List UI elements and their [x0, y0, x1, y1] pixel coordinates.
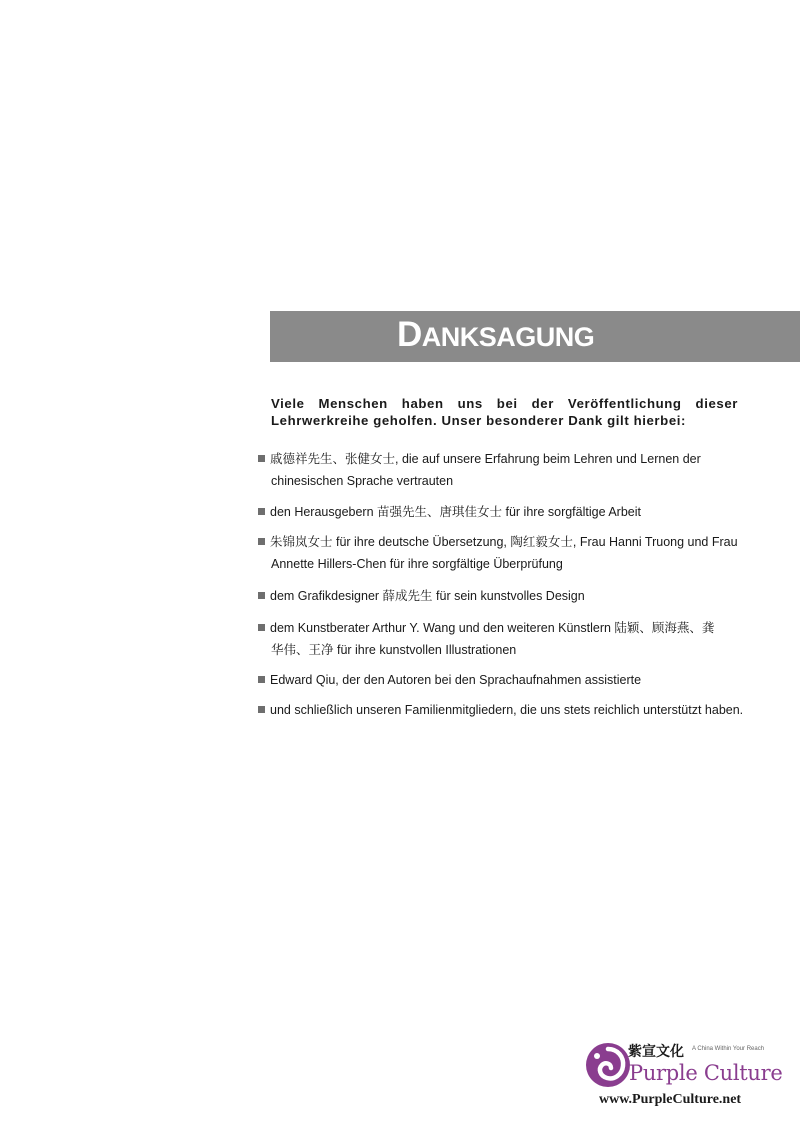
bullet-icon — [258, 624, 265, 631]
logo-tagline: A China Within Your Reach — [692, 1046, 765, 1052]
bullet-icon — [258, 592, 265, 599]
page-title-rest: ANKSAGUNG — [421, 322, 595, 352]
logo-brand-name: Purple Culture — [629, 1061, 783, 1085]
list-item — [258, 699, 744, 721]
page-title-initial: D — [397, 315, 422, 354]
bullet-icon — [258, 508, 265, 515]
bullet-icon — [258, 455, 265, 462]
list-item-line2: 华伟、王净 für ihre kunstvollen Illustrationen — [271, 643, 517, 657]
page-title — [397, 315, 594, 355]
heading-banner — [270, 311, 800, 362]
bullet-icon — [258, 676, 265, 683]
list-item-line1: dem Kunstberater Arthur Y. Wang und den weiteren Künstlern 陆颖、顾海燕、龚 — [270, 621, 715, 635]
list-item — [258, 669, 740, 691]
purple-culture-watermark — [584, 1040, 784, 1110]
bullet-icon — [258, 706, 265, 713]
list-item-line1: 朱锦岚女士 für ihre deutsche Übersetzung, 陶红毅女士, Frau Hanni Truong und Frau — [270, 535, 738, 549]
list-item-line2: Annette Hillers-Chen für ihre sorgfältige Überprüfung — [271, 557, 563, 571]
list-item-line1: und schließlich unseren Familienmitgliedern, die uns stets reichlich unterstützt haben. — [270, 703, 744, 717]
list-item-line1: 戚德祥先生、张健女士, die auf unsere Erfahrung beim Lehren und Lernen der — [270, 452, 701, 466]
intro-paragraph: Viele Menschen haben uns bei der Veröffentlichung dieser Lehrwerkreihe geholfen. Unser besonderer Dank gilt hierbei: — [271, 396, 738, 428]
logo-chinese-name: 紫宣文化 — [628, 1044, 684, 1060]
list-item — [258, 531, 740, 575]
list-item — [258, 448, 740, 492]
list-item-line1: den Herausgebern 苗强先生、唐琪佳女士 für ihre sorgfältige Arbeit — [270, 505, 641, 519]
list-item — [258, 501, 740, 523]
list-item — [258, 617, 740, 661]
purple-swirl-logo-icon — [584, 1040, 632, 1090]
logo-url: www.PurpleCulture.net — [599, 1092, 742, 1107]
list-item-line1: Edward Qiu, der den Autoren bei den Sprachaufnahmen assistierte — [270, 673, 642, 687]
bullet-icon — [258, 538, 265, 545]
list-item-line2: chinesischen Sprache vertrauten — [271, 474, 454, 488]
list-item-line1: dem Grafikdesigner 薛成先生 für sein kunstvolles Design — [270, 589, 585, 603]
list-item — [258, 585, 740, 607]
